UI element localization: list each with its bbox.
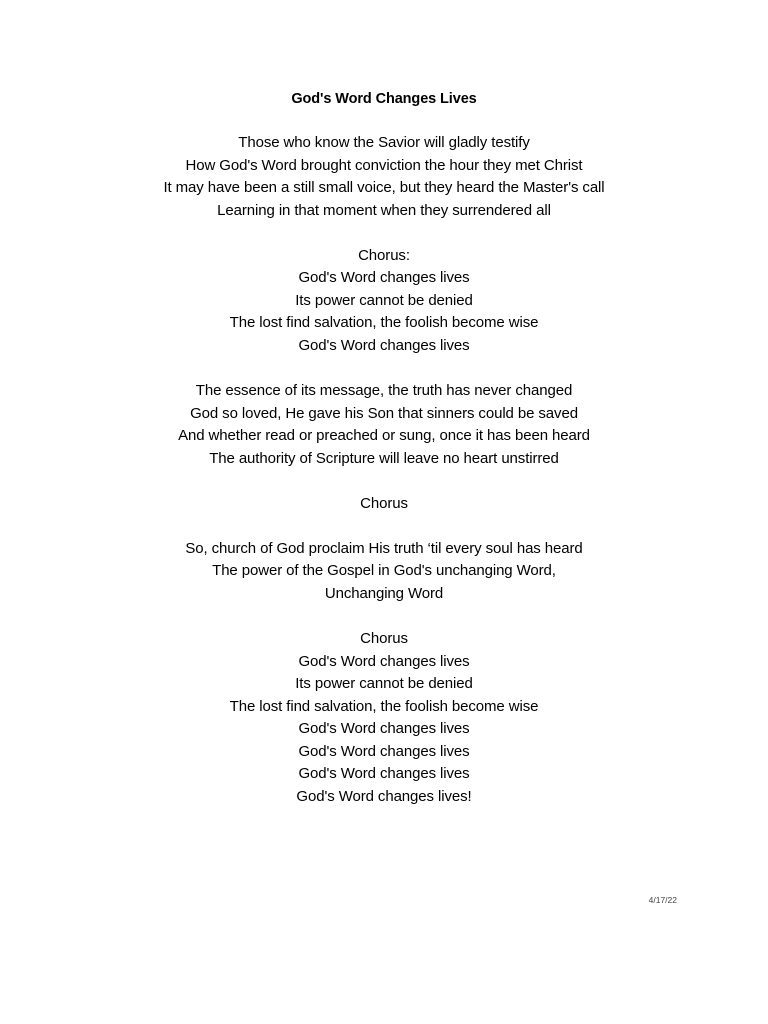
stanza-gap bbox=[0, 222, 768, 245]
lyric-line: Those who know the Savior will gladly testify bbox=[238, 134, 530, 151]
lyric-line: The lost find salvation, the foolish become wise bbox=[229, 697, 539, 715]
lyric-line: God's Word changes lives bbox=[298, 269, 470, 287]
chorus-1 bbox=[0, 245, 768, 358]
lyric-line: The authority of Scripture will leave no heart unstirred bbox=[209, 449, 559, 467]
lyric-line: The lost find salvation, the foolish become wise bbox=[229, 314, 539, 332]
chorus-2 bbox=[0, 493, 768, 516]
lyrics-body bbox=[0, 132, 768, 808]
verse-2 bbox=[0, 380, 768, 470]
lyric-line: The essence of its message, the truth has never changed bbox=[195, 382, 573, 400]
lyric-line: And whether read or preached or sung, once it has been heard bbox=[178, 427, 590, 445]
lyric-line: God's Word changes lives bbox=[298, 720, 470, 738]
stanza-gap bbox=[0, 605, 768, 628]
bridge bbox=[0, 538, 768, 606]
lyric-line: Unchanging Word bbox=[324, 584, 444, 602]
verse-1 bbox=[0, 132, 768, 222]
stanza-gap bbox=[0, 470, 768, 493]
lyric-line: Its power cannot be denied bbox=[295, 291, 473, 309]
lyric-line: God's Word changes lives! bbox=[296, 787, 472, 805]
lyric-line: God's Word changes lives bbox=[298, 652, 470, 670]
lyric-line: How God's Word brought conviction the hour they met Christ bbox=[185, 156, 583, 174]
lyric-line: Learning in that moment when they surrendered all bbox=[217, 201, 551, 219]
stanza-gap bbox=[0, 357, 768, 380]
document-date: 4/17/22 bbox=[648, 895, 677, 905]
lyric-line: God's Word changes lives bbox=[298, 742, 470, 760]
chorus-heading: Chorus bbox=[360, 494, 408, 512]
lyric-line: It may have been a still small voice, but they heard the Master's call bbox=[163, 179, 605, 197]
lyric-line: Its power cannot be denied bbox=[295, 675, 473, 693]
chorus-3 bbox=[0, 628, 768, 808]
song-title: God's Word Changes Lives bbox=[291, 91, 477, 107]
stanza-gap bbox=[0, 515, 768, 538]
lyric-line: So, church of God proclaim His truth ‘til every soul has heard bbox=[185, 539, 583, 557]
chorus-heading: Chorus bbox=[360, 630, 408, 648]
lyric-line: The power of the Gospel in God's unchanging Word, bbox=[212, 562, 556, 580]
lyric-line: God's Word changes lives bbox=[298, 336, 470, 354]
chorus-heading: Chorus: bbox=[358, 246, 410, 264]
lyric-line: God's Word changes lives bbox=[298, 765, 470, 783]
lyric-line: God so loved, He gave his Son that sinners could be saved bbox=[190, 404, 578, 422]
